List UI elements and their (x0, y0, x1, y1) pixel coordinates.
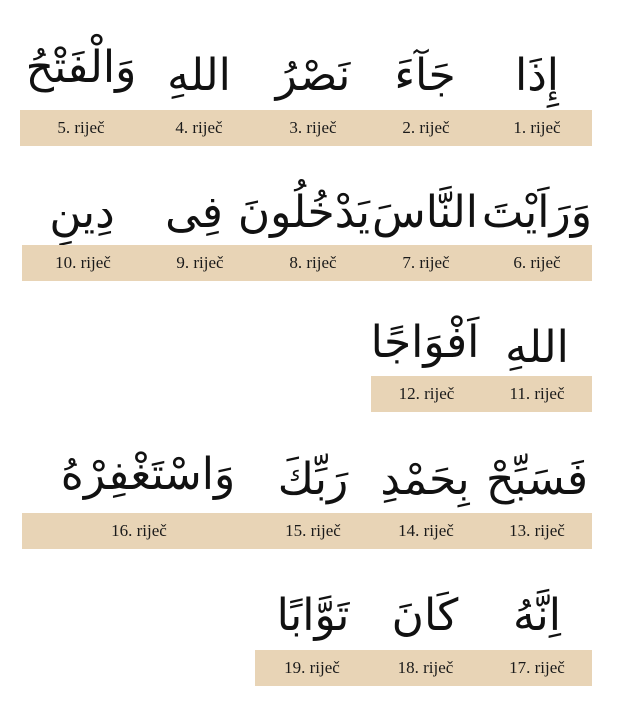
word-label-16: 16. riječ (111, 521, 167, 540)
word-label-7: 7. riječ (402, 253, 450, 272)
arabic-word-18: كَانَ (391, 590, 459, 641)
word-label-13: 13. riječ (509, 521, 565, 540)
arabic-word-19: تَوَّابًا (276, 590, 350, 641)
word-label-15: 15. riječ (285, 521, 341, 540)
arabic-word-16: وَاسْتَغْفِرْهُ (60, 449, 236, 500)
arabic-word-6: وَرَاَيْتَ (481, 187, 592, 238)
arabic-word-11: اللهِ (505, 322, 569, 373)
arabic-word-2: جَآءَ (394, 50, 456, 101)
arabic-word-14: بِحَمْدِ (380, 454, 470, 505)
word-label-19: 19. riječ (284, 658, 340, 677)
label-band-row-2 (22, 245, 592, 281)
word-label-10: 10. riječ (55, 253, 111, 272)
word-label-9: 9. riječ (176, 253, 224, 272)
arabic-word-15: رَبِّكَ (277, 454, 349, 505)
word-label-17: 17. riječ (509, 658, 565, 677)
label-band-row-4 (22, 513, 592, 549)
word-label-14: 14. riječ (398, 521, 454, 540)
word-label-3: 3. riječ (289, 118, 337, 137)
arabic-word-10: دِينِ (49, 187, 115, 238)
word-label-8: 8. riječ (289, 253, 337, 272)
word-label-2: 2. riječ (402, 118, 450, 137)
word-label-1: 1. riječ (513, 118, 561, 137)
word-label-4: 4. riječ (175, 118, 223, 137)
arabic-word-5: وَالْفَتْحُ (25, 42, 137, 93)
arabic-word-13: فَسَبِّحْ (486, 454, 588, 505)
word-label-6: 6. riječ (513, 253, 561, 272)
word-label-11: 11. riječ (509, 384, 565, 403)
label-band-row-3 (371, 376, 592, 412)
arabic-word-1: إِذَا (514, 50, 560, 101)
word-label-18: 18. riječ (397, 658, 454, 677)
word-label-5: 5. riječ (57, 118, 105, 137)
arabic-word-4: اللهِ (167, 50, 231, 101)
arabic-word-9: فِى (165, 187, 223, 238)
arabic-word-8: يَدْخُلُونَ (237, 187, 370, 238)
word-label-12: 12. riječ (398, 384, 455, 403)
arabic-word-12: اَفْوَاجًا (370, 317, 480, 368)
label-band-row-5 (255, 650, 592, 686)
label-band-row-1 (20, 110, 592, 146)
arabic-word-3: نَصْرُ (275, 50, 351, 101)
arabic-word-7: النَّاسَ (371, 187, 479, 238)
arabic-word-17: اِنَّهُ (512, 590, 562, 641)
